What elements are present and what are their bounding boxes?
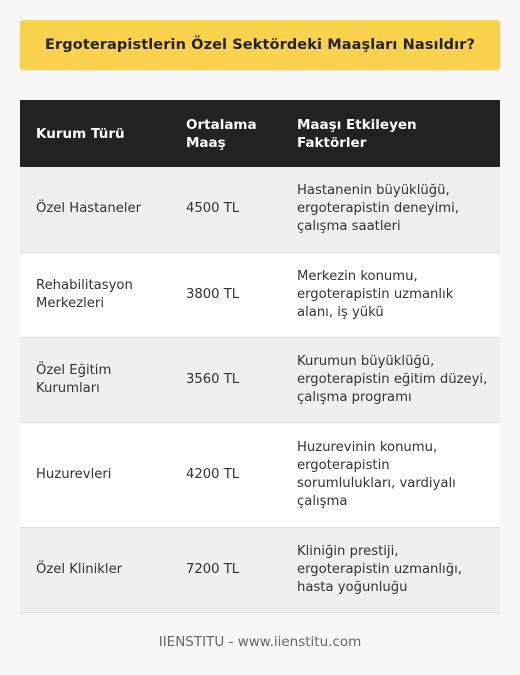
title-banner: [20, 20, 500, 70]
cell-maas: 7200 TL: [170, 527, 283, 612]
table-row: [20, 252, 500, 337]
cell-faktorler: Kurumun büyüklüğü, ergoterapistin eğitim düzeyi, çalışma programı: [283, 337, 500, 422]
table-row: [20, 167, 500, 252]
page-title: Ergoterapistlerin Özel Sektördeki Maaşları Nasıldır?: [45, 37, 475, 53]
table-row: [20, 422, 500, 527]
salary-table-container: [20, 100, 500, 613]
header-ortalama-maas: Ortalama Maaş: [170, 100, 283, 167]
cell-maas: 3560 TL: [170, 337, 283, 422]
table-row: [20, 527, 500, 612]
cell-kurum: Huzurevleri: [20, 422, 170, 527]
cell-kurum: Özel Klinikler: [20, 527, 170, 612]
cell-maas: 4500 TL: [170, 167, 283, 252]
cell-faktorler: Kliniğin prestiji, ergoterapistin uzmanlığı, hasta yoğunluğu: [283, 527, 500, 612]
cell-faktorler: Merkezin konumu, ergoterapistin uzmanlık alanı, iş yükü: [283, 252, 500, 337]
cell-maas: 4200 TL: [170, 422, 283, 527]
table-body: [20, 167, 500, 612]
table-header: [20, 100, 500, 167]
cell-kurum: Rehabilitasyon Merkezleri: [20, 252, 170, 337]
header-faktorler: Maaşı Etkileyen Faktörler: [283, 100, 500, 167]
table-row: [20, 337, 500, 422]
salary-table: [20, 100, 500, 613]
cell-maas: 3800 TL: [170, 252, 283, 337]
header-kurum-turu: Kurum Türü: [20, 100, 170, 167]
footer-credit: IIENSTITU - www.iienstitu.com: [158, 634, 362, 650]
cell-kurum: Özel Eğitim Kurumları: [20, 337, 170, 422]
cell-faktorler: Hastanenin büyüklüğü, ergoterapistin deneyimi, çalışma saatleri: [283, 167, 500, 252]
table-header-row: [20, 100, 500, 167]
cell-faktorler: Huzurevinin konumu, ergoterapistin sorumlulukları, vardiyalı çalışma: [283, 422, 500, 527]
cell-kurum: Özel Hastaneler: [20, 167, 170, 252]
